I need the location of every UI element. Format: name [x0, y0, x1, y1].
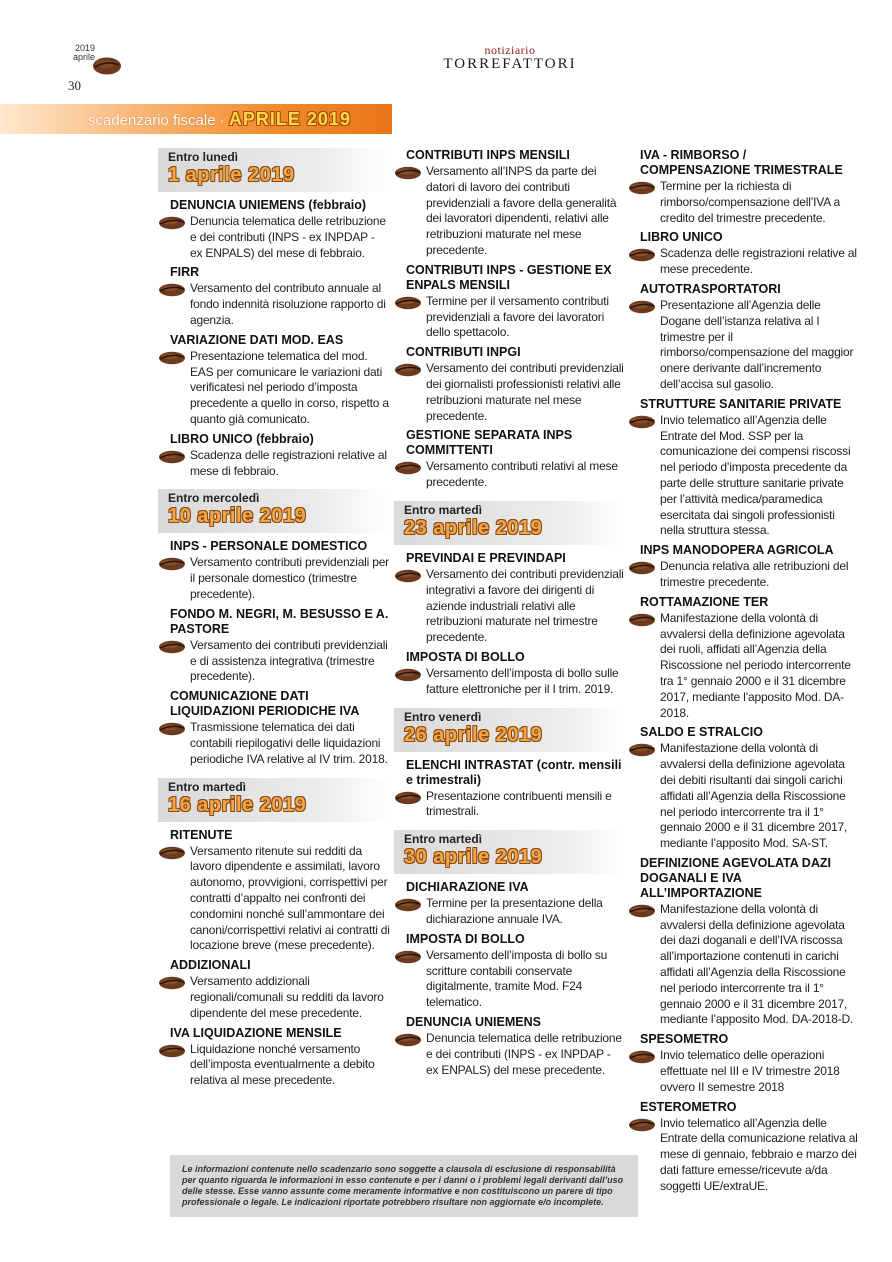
- deadline-title: IVA - RIMBORSO / COMPENSAZIONE TRIMESTRALE: [640, 148, 843, 177]
- coffee-bean-icon: [158, 557, 186, 576]
- deadline-entry: [628, 559, 858, 591]
- deadline-entry: [628, 1048, 858, 1095]
- deadline-weekday: Entro martedì: [168, 779, 247, 794]
- deadline-title: LIBRO UNICO: [640, 230, 723, 245]
- disclaimer: Le informazioni contenute nello scadenzario sono soggette a clausola di esclusione di responsabilità per quanto riguarda le informazioni in esso contenute e per i danni o i problemi legali derivanti dall’uso delle stesse. Esse vanno assunte come meramente informative e non costituiscono un parere di tipo professionale o legale. Le indicazioni riportate potrebbero risultare non aggiornate e/o incomplete.: [170, 1155, 638, 1217]
- coffee-bean-icon: [628, 561, 656, 580]
- deadline-title: CONTRIBUTI INPS MENSILI: [406, 148, 570, 162]
- deadline-description: Versamento dell’imposta di bollo su scritture contabili conservate digitalmente, tramite Mod. F24 telematico.: [426, 947, 608, 1010]
- deadline-description: Scadenza delle registrazioni relative al mese precedente.: [660, 246, 857, 277]
- deadline-title: GESTIONE SEPARATA INPS COMMITTENTI: [406, 428, 573, 458]
- deadline-title: DEFINIZIONE AGEVOLATA DAZI DOGANALI E IVA ALL’IMPORTAZIONE: [640, 855, 831, 900]
- deadline-title: COMUNICAZIONE DATI LIQUIDAZIONI PERIODICHE IVA: [170, 689, 360, 719]
- coffee-bean-icon: [628, 1050, 656, 1069]
- deadline-title: ELENCHI INTRASTAT (contr. mensili e trimestrali): [406, 757, 622, 787]
- deadline-description: Versamento del contributo annuale al fondo indennità risoluzione rapporto di agenzia.: [190, 281, 386, 327]
- deadline-title: VARIAZIONE DATI MOD. EAS: [170, 332, 344, 347]
- deadline-description: Termine per il versamento contributi previdenziali a favore dei lavoratori dello spettacolo.: [426, 293, 609, 340]
- deadline-description: Termine per la presentazione della dichiarazione annuale IVA.: [426, 896, 603, 926]
- deadline-entry: [158, 974, 390, 1021]
- deadline-weekday: Entro lunedì: [168, 150, 238, 164]
- deadline-date-header: [394, 501, 626, 545]
- deadline-entry: [628, 902, 858, 1028]
- deadline-title: IMPOSTA DI BOLLO: [406, 931, 525, 946]
- deadline-description: Denuncia telematica delle retribuzione e dei contributi (INPS - ex INPDAP - ex ENPALS) del mese precedente.: [426, 1030, 622, 1077]
- deadline-entry: [394, 361, 626, 424]
- deadline-entry: [394, 164, 626, 259]
- deadline-entry: [394, 666, 626, 698]
- deadline-title: ROTTAMAZIONE TER: [640, 594, 769, 609]
- masthead-small: notiziario: [484, 43, 536, 57]
- masthead-title: TORREFATTORI: [443, 56, 577, 72]
- deadline-title: RITENUTE: [170, 827, 233, 842]
- issue-year: 2019: [74, 43, 95, 53]
- coffee-bean-icon: [158, 351, 186, 370]
- coffee-bean-icon: [628, 181, 656, 200]
- deadline-description: Invio telematico delle operazioni effettuate nel III e IV trimestre 2018 ovvero II semestre 2018: [660, 1048, 840, 1094]
- deadline-date-header: [158, 489, 390, 533]
- deadline-title: CONTRIBUTI INPS - GESTIONE EX ENPALS MENSILI: [406, 262, 612, 292]
- deadline-date: 26 aprile 2019: [404, 723, 543, 746]
- deadline-entry: [158, 214, 390, 261]
- coffee-bean-icon: [628, 613, 656, 632]
- coffee-bean-icon: [158, 976, 186, 995]
- deadline-title: PREVINDAI E PREVINDAPI: [406, 550, 566, 565]
- deadline-entry: [394, 459, 626, 491]
- deadline-description: Versamento dei contributi previdenziali dei giornalisti professionisti relativi alle retribuzioni maturate nel mese precedente.: [426, 361, 624, 423]
- coffee-bean-icon: [158, 216, 186, 235]
- deadline-description: Denuncia relativa alle retribuzioni del trimestre precedente.: [660, 559, 849, 589]
- deadline-description: Termine per la richiesta di rimborso/compensazione dell’IVA a credito del trimestre precedente.: [660, 179, 840, 225]
- deadline-description: Versamento dei contributi previdenziali e di assistenza integrativa (trimestre precedente).: [190, 637, 388, 684]
- deadline-date-header: [394, 830, 626, 874]
- deadline-title: DICHIARAZIONE IVA: [406, 880, 529, 895]
- column-2: [394, 148, 626, 1081]
- deadline-date: 30 aprile 2019: [404, 846, 543, 869]
- deadline-date: 1 aprile 2019: [168, 164, 295, 186]
- deadline-entry: [158, 638, 390, 685]
- deadline-description: Presentazione all’Agenzia delle Dogane dell’istanza relativa al I trimestre per il rimborso/compensazione del maggior onere derivante dall’incremento dell’accisa sul gasolio.: [660, 297, 854, 391]
- deadline-entry: [158, 448, 390, 480]
- coffee-bean-icon: [394, 898, 422, 917]
- deadline-entry: [158, 349, 390, 428]
- deadline-entry: [628, 741, 858, 852]
- deadline-date-header: [394, 708, 626, 752]
- deadline-title: LIBRO UNICO (febbraio): [170, 431, 314, 446]
- deadline-description: Invio telematico all’Agenzia delle Entrate della comunicazione relativa al mese di gennaio, febbraio e marzo dei dati fatture emesse/ricevute a/da soggetti UE/extraUE.: [660, 1115, 858, 1193]
- column-3: [628, 148, 858, 1198]
- deadline-description: Invio telematico all’Agenzia delle Entrate del Mod. SSP per la comunicazione dei compensi riscossi nel periodo d’imposta precedente da parte delle strutture sanitarie private per l’attività medica/paramedica esercitata dai singoli professionisti nella struttura stessa.: [660, 412, 851, 538]
- deadline-entry: [158, 555, 390, 602]
- banner-title: APRILE 2019: [228, 109, 351, 129]
- coffee-bean-icon: [158, 640, 186, 659]
- deadline-title: INPS - PERSONALE DOMESTICO: [170, 539, 368, 554]
- deadline-date: 10 aprile 2019: [168, 505, 307, 528]
- magazine-masthead: [400, 44, 620, 72]
- deadline-title: SPESOMETRO: [640, 1032, 729, 1047]
- deadline-entry: [628, 298, 858, 393]
- deadline-weekday: Entro martedì: [404, 502, 483, 517]
- coffee-bean-icon: [158, 283, 186, 302]
- coffee-bean-icon: [394, 1033, 422, 1052]
- deadline-entry: [394, 567, 626, 646]
- deadline-entry: [394, 294, 626, 341]
- deadline-entry: [158, 1042, 390, 1089]
- deadline-date: 23 aprile 2019: [404, 516, 543, 539]
- deadline-description: Versamento addizionali regionali/comunali su redditi da lavoro dipendente del mese precedente.: [190, 974, 384, 1020]
- deadline-title: SALDO E STRALCIO: [640, 725, 763, 740]
- coffee-bean-icon: [394, 569, 422, 588]
- coffee-bean-icon: [628, 415, 656, 434]
- banner-prefix: scadenzario fiscale ·: [88, 112, 229, 129]
- deadline-description: Versamento all’INPS da parte dei datori di lavoro dei contributi previdenziali a favore della generalità dei lavoratori dipendenti, relativi alle retribuzioni maturate nel mese precedente.: [426, 164, 617, 257]
- coffee-bean-icon: [628, 248, 656, 267]
- deadline-entry: [628, 413, 858, 539]
- deadline-title: ESTEROMETRO: [640, 1099, 737, 1114]
- deadline-description: Versamento contributi previdenziali per il personale domestico (trimestre precedente).: [190, 555, 389, 601]
- deadline-title: CONTRIBUTI INPGI: [406, 345, 521, 360]
- coffee-bean-icon: [158, 846, 186, 865]
- deadline-title: AUTOTRASPORTATORI: [640, 281, 781, 296]
- issue-date: [63, 44, 95, 62]
- deadline-date-header: [158, 148, 390, 192]
- deadline-description: Denuncia telematica delle retribuzione e dei contributi (INPS - ex INPDAP - ex ENPALS) del mese di febbraio.: [190, 214, 386, 260]
- deadline-description: Manifestazione della volontà di avvalersi della definizione agevolata dei debiti risultanti dai singoli carichi affidati all’Agenzia della Riscossione nel periodo intercorrente tra il 1° gennaio 2000 e il 31 dicembre 2017, mediante l’apposito Mod. SA-ST.: [660, 741, 848, 851]
- deadline-entry: [394, 1031, 626, 1078]
- page-number: 30: [68, 78, 81, 93]
- deadline-entry: [628, 246, 858, 278]
- deadline-description: Liquidazione nonché versamento dell’imposta eventualmente a debito relativa al mese precedente.: [190, 1041, 375, 1088]
- deadline-description: Versamento contributi relativi al mese precedente.: [426, 459, 618, 490]
- deadline-description: Trasmissione telematica dei dati contabili riepilogativi delle liquidazioni periodiche IVA relative al IV trim. 2018.: [190, 720, 388, 766]
- coffee-bean-icon: [628, 1118, 656, 1137]
- deadline-description: Manifestazione della volontà di avvalersi della definizione agevolata dei dazi doganali e dell’IVA riscossa all’importazione contenuti in carichi affidati all’Agenzia della Riscossione nel periodo intercorrente tra il 1° gennaio 2000 e il 31 dicembre 2017, mediante l’apposito Mod. DA-2018-D.: [660, 901, 854, 1027]
- banner-text: [88, 104, 351, 134]
- deadline-title: DENUNCIA UNIEMENS (febbraio): [170, 198, 367, 212]
- deadline-entry: [628, 179, 858, 226]
- deadline-title: IMPOSTA DI BOLLO: [406, 649, 525, 664]
- coffee-bean-icon: [394, 296, 422, 315]
- deadline-weekday: Entro martedì: [404, 832, 483, 847]
- deadline-entry: [158, 281, 390, 328]
- deadline-description: Manifestazione della volontà di avvalersi della definizione agevolata dei ruoli, affidati all’Agenzia della Riscossione nel periodo intercorrente tra 1° gennaio 2000 e il 31 dicembre 2017, mediante l’apposito Mod. DA-2018.: [660, 610, 851, 720]
- deadline-title: IVA LIQUIDAZIONE MENSILE: [170, 1025, 342, 1040]
- deadline-description: Versamento ritenute sui redditi da lavoro dipendente e assimilati, lavoro autonomo, provvigioni, corrispettivi per contratti d’appalto nei confronti dei condomini nonché sull’ammontare dei canoni/corrispettivi relativi ai contratti di locazione breve (mese precedente).: [190, 843, 390, 953]
- deadline-date: 16 aprile 2019: [168, 793, 307, 816]
- column-1: [158, 148, 390, 1092]
- deadline-title: STRUTTURE SANITARIE PRIVATE: [640, 396, 842, 411]
- deadline-description: Scadenza delle registrazioni relative al mese di febbraio.: [190, 447, 387, 478]
- deadline-entry: [628, 611, 858, 722]
- deadline-title: ADDIZIONALI: [170, 958, 251, 973]
- deadline-weekday: Entro venerdì: [404, 709, 482, 724]
- deadline-entry: [158, 720, 390, 767]
- coffee-bean-icon: [628, 300, 656, 319]
- coffee-bean-icon: [394, 668, 422, 687]
- coffee-bean-icon: [92, 56, 122, 81]
- deadline-entry: [394, 789, 626, 821]
- deadline-description: Versamento dei contributi previdenziali integrativi a favore dei dirigenti di aziende industriali relativi alle retribuzioni maturate nel trimestre precedente.: [426, 566, 624, 645]
- deadline-description: Presentazione contribuenti mensili e trimestrali.: [426, 788, 612, 819]
- deadline-title: FIRR: [170, 265, 200, 280]
- coffee-bean-icon: [158, 722, 186, 741]
- coffee-bean-icon: [394, 950, 422, 969]
- coffee-bean-icon: [394, 363, 422, 382]
- coffee-bean-icon: [394, 166, 422, 185]
- deadline-description: Versamento dell’imposta di bollo sulle fatture elettroniche per il I trim. 2019.: [426, 665, 619, 696]
- deadline-description: Presentazione telematica del mod. EAS per comunicare le variazioni dati verificatesi nel periodo d’imposta precedente a quello in corso, rispetto a quanto già comunicato.: [190, 348, 389, 426]
- deadline-title: FONDO M. NEGRI, M. BESUSSO E A. PASTORE: [170, 606, 389, 636]
- deadline-entry: [394, 948, 626, 1011]
- deadline-title: DENUNCIA UNIEMENS: [406, 1014, 541, 1029]
- coffee-bean-icon: [394, 461, 422, 480]
- coffee-bean-icon: [628, 743, 656, 762]
- coffee-bean-icon: [628, 904, 656, 923]
- coffee-bean-icon: [158, 1044, 186, 1063]
- issue-month: aprile: [72, 52, 95, 62]
- deadline-date-header: [158, 778, 390, 822]
- deadline-entry: [394, 896, 626, 928]
- coffee-bean-icon: [158, 450, 186, 469]
- deadline-weekday: Entro mercoledì: [168, 491, 260, 506]
- coffee-bean-icon: [394, 791, 422, 810]
- deadline-entry: [158, 844, 390, 955]
- deadline-title: INPS MANODOPERA AGRICOLA: [640, 543, 834, 558]
- deadline-entry: [628, 1116, 858, 1195]
